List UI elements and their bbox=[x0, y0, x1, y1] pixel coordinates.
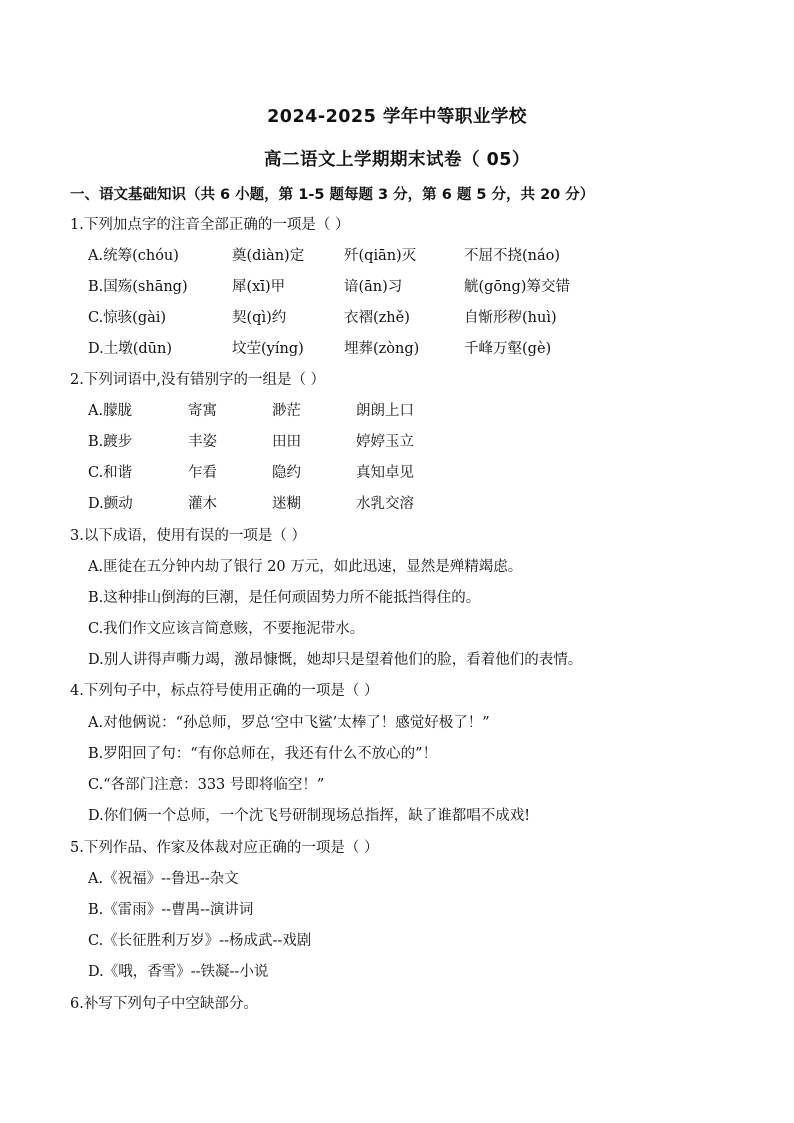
q1-option-b-1: B.国殇(shāng) bbox=[88, 279, 188, 295]
q2-option-b-4: 婷婷玉立 bbox=[356, 434, 414, 450]
q2-option-a-3: 渺茫 bbox=[272, 403, 301, 419]
question-5-stem: 5.下列作品、作家及体裁对应正确的一项是（ ） bbox=[70, 840, 379, 856]
q1-option-b-4: 觥(gōng)筹交错 bbox=[464, 279, 570, 295]
section-heading: 一、语文基础知识（共 6 小题，第 1-5 题每题 3 分，第 6 题 5 分，共 20 分） bbox=[70, 187, 595, 203]
q5-option-b: B.《雷雨》--曹禺--演讲词 bbox=[88, 902, 254, 918]
q1-option-a-4: 不屈不挠(náo) bbox=[464, 248, 561, 264]
q1-option-b-3: 谙(ān)习 bbox=[344, 279, 403, 295]
q2-option-d-2: 灌木 bbox=[188, 496, 217, 512]
q5-option-c: C.《长征胜利万岁》--杨成武--戏剧 bbox=[88, 933, 312, 949]
q1-option-d-3: 埋葬(zòng) bbox=[344, 341, 420, 357]
q1-option-c-1: C.惊骇(gài) bbox=[88, 310, 167, 326]
question-6-stem: 6.补写下列句子中空缺部分。 bbox=[70, 996, 258, 1012]
exam-title: 2024-2025 学年中等职业学校 bbox=[267, 107, 527, 127]
question-4-stem: 4.下列句子中，标点符号使用正确的一项是（ ） bbox=[70, 683, 379, 699]
q2-option-d-3: 迷糊 bbox=[272, 496, 301, 512]
q2-option-c-4: 真知卓见 bbox=[356, 465, 414, 481]
q2-option-b-1: B.踱步 bbox=[88, 434, 133, 450]
q2-option-a-4: 朗朗上口 bbox=[356, 403, 414, 419]
q3-option-b: B.这种排山倒海的巨潮，是任何顽固势力所不能抵挡得住的。 bbox=[88, 590, 481, 606]
question-3-stem: 3.以下成语，使用有误的一项是（ ） bbox=[70, 528, 306, 544]
q2-option-d-4: 水乳交溶 bbox=[356, 496, 414, 512]
q3-option-d: D.别人讲得声嘶力竭，激昂慷慨，她却只是望着他们的脸，看着他们的表情。 bbox=[88, 652, 583, 668]
q5-option-d: D.《哦，香雪》--铁凝--小说 bbox=[88, 964, 269, 980]
q1-option-d-4: 千峰万壑(gè) bbox=[464, 341, 552, 357]
q1-option-b-2: 犀(xī)甲 bbox=[232, 279, 286, 295]
q1-option-c-2: 契(qì)约 bbox=[232, 310, 287, 326]
q1-option-d-1: D.土墩(dūn) bbox=[88, 341, 172, 357]
q2-option-d-1: D.颤动 bbox=[88, 496, 133, 512]
q3-option-c: C.我们作文应该言简意赅，不要拖泥带水。 bbox=[88, 621, 365, 637]
q1-option-c-3: 衣褶(zhě) bbox=[344, 310, 410, 326]
q1-option-a-3: 歼(qiān)灭 bbox=[344, 248, 417, 264]
q1-option-a-1: A.统筹(chóu) bbox=[88, 248, 179, 264]
question-2-stem: 2.下列词语中,没有错别字的一组是（ ） bbox=[70, 372, 326, 388]
q1-option-d-2: 坟茔(yíng) bbox=[232, 341, 304, 357]
q2-option-c-2: 乍看 bbox=[188, 465, 217, 481]
q2-option-b-2: 丰姿 bbox=[188, 434, 217, 450]
q2-option-c-1: C.和谐 bbox=[88, 465, 133, 481]
q1-option-a-2: 奠(diàn)定 bbox=[232, 248, 305, 264]
q2-option-c-3: 隐约 bbox=[272, 465, 301, 481]
q4-option-d: D.你们俩一个总师，一个沈飞号研制现场总指挥，缺了谁都唱不成戏! bbox=[88, 808, 531, 824]
exam-subtitle: 高二语文上学期期末试卷（ 05） bbox=[264, 150, 530, 170]
q2-option-b-3: 田田 bbox=[272, 434, 301, 450]
q2-option-a-1: A.朦胧 bbox=[88, 403, 133, 419]
q4-option-b: B.罗阳回了句：“有你总师在，我还有什么不放心的”！ bbox=[88, 746, 438, 762]
question-1-stem: 1.下列加点字的注音全部正确的一项是（ ） bbox=[70, 217, 350, 233]
q3-option-a: A.匪徒在五分钟内劫了银行 20 万元，如此迅速，显然是殚精竭虑。 bbox=[88, 559, 523, 575]
q2-option-a-2: 寄寓 bbox=[188, 403, 217, 419]
q1-option-c-4: 自惭形秽(huì) bbox=[464, 310, 557, 326]
q5-option-a: A.《祝福》--鲁迅--杂文 bbox=[88, 871, 239, 887]
q4-option-c: C.“各部门注意：333 号即将临空！” bbox=[88, 777, 325, 793]
q4-option-a: A.对他俩说：“孙总师，罗总‘空中飞鲨’太棒了！感觉好极了！” bbox=[88, 715, 490, 731]
